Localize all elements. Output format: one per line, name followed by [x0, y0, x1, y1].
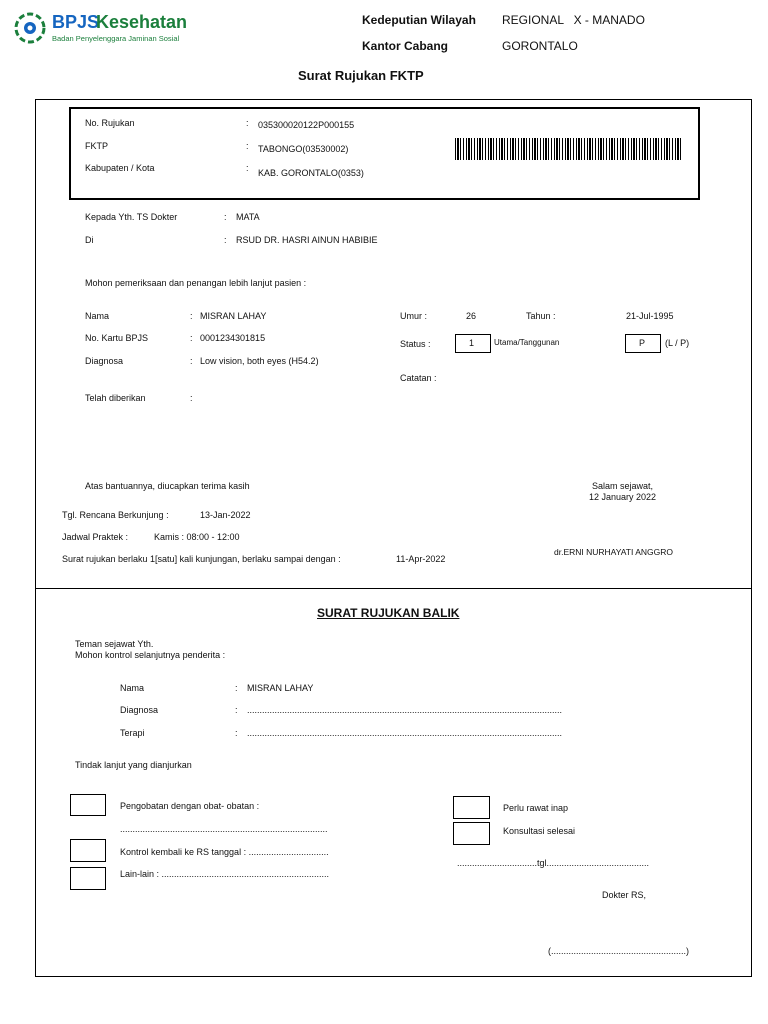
jadwal-value: Kamis : 08:00 - 12:00 — [154, 532, 240, 542]
kepada-value: MATA — [236, 212, 260, 222]
dokter-rs-label: Dokter RS, — [602, 890, 647, 900]
tahun-label: Tahun : — [526, 311, 556, 321]
umur-value: 26 — [466, 311, 477, 321]
bpjs-emblem-icon — [14, 12, 46, 44]
brand-tagline: Badan Penyelenggara Jaminan Sosial — [52, 34, 180, 43]
status-desc: Utama/Tanggunan — [494, 338, 560, 347]
colon: : — [246, 118, 249, 128]
checkbox-lain-lain[interactable] — [70, 867, 106, 890]
rencana-value: 13-Jan-2022 — [200, 510, 251, 520]
kantor-label: Kantor Cabang — [362, 39, 449, 53]
balik-terapi-label: Terapi — [120, 728, 145, 738]
nama-value: MISRAN LAHAY — [200, 311, 267, 321]
rencana-label: Tgl. Rencana Berkunjung : — [62, 510, 169, 520]
kantor-value: GORONTALO — [502, 39, 578, 53]
nama-label: Nama — [85, 311, 110, 321]
gender-desc: (L / P) — [665, 338, 690, 348]
opt-lain-label: Lain-lain : ................................................................... — [120, 869, 330, 879]
colon: : — [190, 333, 193, 343]
status-value: 1 — [469, 338, 475, 348]
kab-label: Kabupaten / Kota — [85, 163, 155, 173]
berlaku-text: Surat rujukan berlaku 1[satu] kali kunjungan, berlaku sampai dengan : — [62, 554, 341, 564]
barcode — [455, 138, 683, 160]
colon: : — [190, 393, 193, 403]
kedeputian-label: Kedeputian Wilayah — [362, 13, 476, 27]
di-label: Di — [85, 235, 94, 245]
checkbox-kontrol[interactable] — [70, 839, 106, 862]
bpjs-logo — [14, 12, 194, 46]
doctor-name: dr.ERNI NURHAYATI ANGGRO — [554, 547, 674, 557]
colon: : — [224, 235, 227, 245]
status-label: Status : — [400, 339, 431, 349]
colon: : — [235, 705, 238, 715]
di-value: RSUD DR. HASRI AINUN HABIBIE — [236, 235, 378, 245]
diagnosa-value: Low vision, both eyes (H54.2) — [200, 356, 319, 366]
terapi-dotted-line[interactable]: .............................................................................................................................. — [247, 728, 563, 738]
opt-kontrol-label: Kontrol kembali ke RS tanggal : ................................ — [120, 847, 329, 857]
tindak-text: Tindak lanjut yang dianjurkan — [75, 760, 192, 770]
intro-text: Mohon pemeriksaan dan penangan lebih lanjut pasien : — [85, 278, 307, 288]
tahun-value: 21-Jul-1995 — [626, 311, 674, 321]
checkbox-pengobatan[interactable] — [70, 794, 106, 816]
tgl-dotted-line[interactable]: ................................tgl......................................... — [457, 858, 650, 868]
opt-selesai-label: Konsultasi selesai — [503, 826, 576, 836]
section-divider — [35, 588, 751, 589]
gender-value: P — [639, 338, 646, 348]
checkbox-konsultasi-selesai[interactable] — [453, 822, 490, 845]
brand-accent: Kesehatan — [96, 12, 188, 32]
fktp-label: FKTP — [85, 141, 109, 151]
pengobatan-dotted-line[interactable]: ................................................................................... — [120, 824, 328, 834]
balik-diagnosa-label: Diagnosa — [120, 705, 159, 715]
jadwal-label: Jadwal Praktek : — [62, 532, 129, 542]
kartu-value: 0001234301815 — [200, 333, 266, 343]
telah-label: Telah diberikan — [85, 393, 146, 403]
colon: : — [190, 356, 193, 366]
fktp-value: TABONGO(03530002) — [258, 144, 349, 154]
letter-date: 12 January 2022 — [589, 492, 657, 502]
kepada-label: Kepada Yth. TS Dokter — [85, 212, 178, 222]
no-rujukan-label: No. Rujukan — [85, 118, 135, 128]
checkbox-rawat-inap[interactable] — [453, 796, 490, 819]
diagnosa-dotted-line[interactable]: .............................................................................................................................. — [247, 705, 563, 715]
colon: : — [235, 683, 238, 693]
no-rujukan-value: 035300020122P000155 — [258, 120, 355, 130]
thanks-text: Atas bantuannya, diucapkan terima kasih — [85, 481, 250, 491]
opt-pengobatan-label: Pengobatan dengan obat- obatan : — [120, 801, 260, 811]
greeting-line-2: Mohon kontrol selanjutnya penderita : — [75, 650, 226, 660]
salam-text: Salam sejawat, — [592, 481, 654, 491]
colon: : — [246, 141, 249, 151]
colon: : — [235, 728, 238, 738]
catatan-label: Catatan : — [400, 373, 437, 383]
berlaku-value: 11-Apr-2022 — [396, 554, 446, 564]
page-title: Surat Rujukan FKTP — [298, 68, 424, 83]
balik-nama-value: MISRAN LAHAY — [247, 683, 314, 693]
document-frame — [35, 99, 752, 977]
opt-rawat-label: Perlu rawat inap — [503, 803, 569, 813]
balik-nama-label: Nama — [120, 683, 145, 693]
balik-title: SURAT RUJUKAN BALIK — [317, 606, 460, 620]
colon: : — [190, 311, 193, 321]
colon: : — [224, 212, 227, 222]
colon: : — [246, 163, 249, 173]
greeting-line-1: Teman sejawat Yth. — [75, 639, 154, 649]
kartu-label: No. Kartu BPJS — [85, 333, 149, 343]
signature-line[interactable]: (......................................................) — [548, 946, 690, 956]
umur-label: Umur : — [400, 311, 427, 321]
kab-value: KAB. GORONTALO(0353) — [258, 168, 364, 178]
diagnosa-label: Diagnosa — [85, 356, 124, 366]
brand-name: BPJS — [52, 12, 100, 32]
kedeputian-value: REGIONAL X - MANADO — [502, 13, 645, 27]
